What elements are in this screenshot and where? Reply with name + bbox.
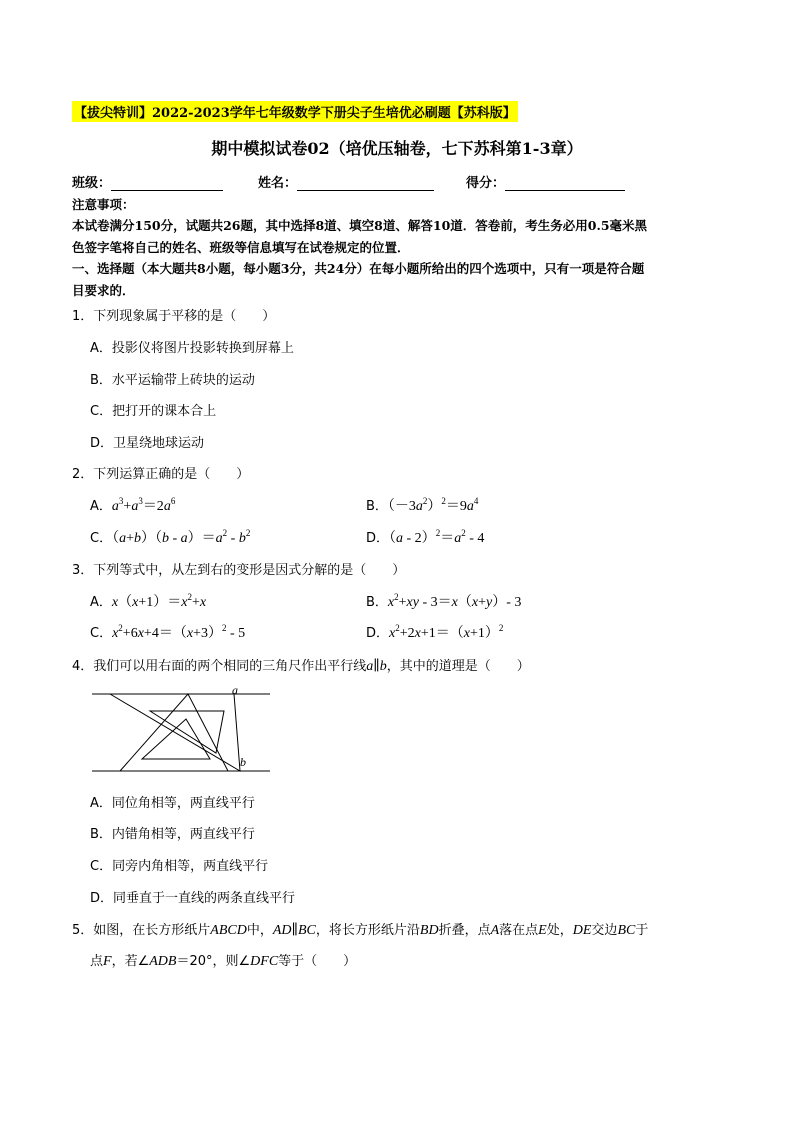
q3-option-c: C．$x^2+6x+4=(x+3)^2 - 5$ xyxy=(90,623,246,641)
score-label: 得分： xyxy=(466,176,506,191)
q2-stem: 2．下列运算正确的是（ ） xyxy=(72,467,250,482)
class-label: 班级： xyxy=(72,176,112,191)
q1-option-b: B．水平运输带上砖块的运动 xyxy=(90,373,255,388)
lower-triangle-inner xyxy=(142,719,210,759)
q1-option-a: A．投影仪将图片投影转换到屏幕上 xyxy=(90,341,294,356)
label-b: b xyxy=(240,755,246,769)
section-title: 一、选择题（本大题共8小题，每小题3分，共24分） xyxy=(72,261,370,276)
q1-stem: 1．下列现象属于平移的是（ ） xyxy=(72,309,276,324)
score-field xyxy=(466,172,625,191)
notes-line-1: 本试卷满分150分，试题共26题，其中选择8道、填空8道、解答10道．答卷前，考生务必用0.5毫米黑 xyxy=(72,218,648,233)
q4-parallel-notation: a∥b xyxy=(366,659,387,674)
q5-stem-line-1: 5．如图，在长方形纸片ABCD中，AD∥BC，将长方形纸片沿BD折叠，点A落在点E处，DE交边BC于 xyxy=(72,923,649,938)
label-a: a xyxy=(232,683,238,697)
q5-stem-line-2: 点F，若∠ADB＝20°，则∠DFC等于（ ） xyxy=(90,954,357,969)
q2-option-b: B．$(-3a^2)^2=9a^4$ xyxy=(366,496,479,514)
q1-option-d: D．卫星绕地球运动 xyxy=(90,436,205,451)
name-field xyxy=(258,172,434,191)
class-field xyxy=(72,172,223,191)
upper-triangle-inner xyxy=(150,711,224,753)
q3-option-b: B．$x^2+xy - 3=x(x+y)-$ 3 xyxy=(366,592,522,610)
q2-option-c: C．$(a+b)(b - a)=a^2 - b^2$ xyxy=(90,528,251,546)
section-instructions-2: 目要求的． xyxy=(72,283,135,298)
q4-stem: 4．我们可以用右面的两个相同的三角尺作出平行线a∥b，其中的道理是（ ） xyxy=(72,659,530,674)
q2-option-a: A．$a^3+a^3=2a^6$ xyxy=(90,496,176,514)
q3-stem: 3．下列等式中，从左到右的变形是因式分解的是（ ） xyxy=(72,563,406,578)
q3-option-d: D．$x^2+2x+1=(x+1)^2$ xyxy=(366,623,504,641)
triangle-ruler-figure xyxy=(88,683,278,777)
class-blank xyxy=(111,177,223,191)
notes-line-2: 色签字笔将自己的姓名、班级等信息填写在试卷规定的位置． xyxy=(72,240,410,255)
section-heading xyxy=(72,259,644,277)
q1-option-c: C．把打开的课本合上 xyxy=(90,404,217,419)
q3-option-a: A．$x(x+1)=x^2+x$ xyxy=(90,592,207,610)
name-label: 姓名： xyxy=(258,176,298,191)
name-blank xyxy=(297,177,434,191)
q4-option-c: C．同旁内角相等，两直线平行 xyxy=(90,859,269,874)
notes-heading: 注意事项： xyxy=(72,197,135,212)
q2-option-d: D．$(a - 2)^2=a^2 - 4$ xyxy=(366,528,485,546)
score-blank xyxy=(505,177,625,191)
exam-title: 期中模拟试卷02（培优压轴卷，七下苏科第1-3章） xyxy=(211,139,583,158)
series-banner: 【拔尖特训】2022-2023学年七年级数学下册尖子生培优必刷题【苏科版】 xyxy=(72,101,518,122)
q4-option-d: D．同垂直于一直线的两条直线平行 xyxy=(90,891,296,906)
q4-option-b: B．内错角相等，两直线平行 xyxy=(90,827,255,842)
section-instructions: 在每小题所给出的四个选项中，只有一项是符合题 xyxy=(369,261,645,276)
q4-option-a: A．同位角相等，两直线平行 xyxy=(90,796,255,811)
